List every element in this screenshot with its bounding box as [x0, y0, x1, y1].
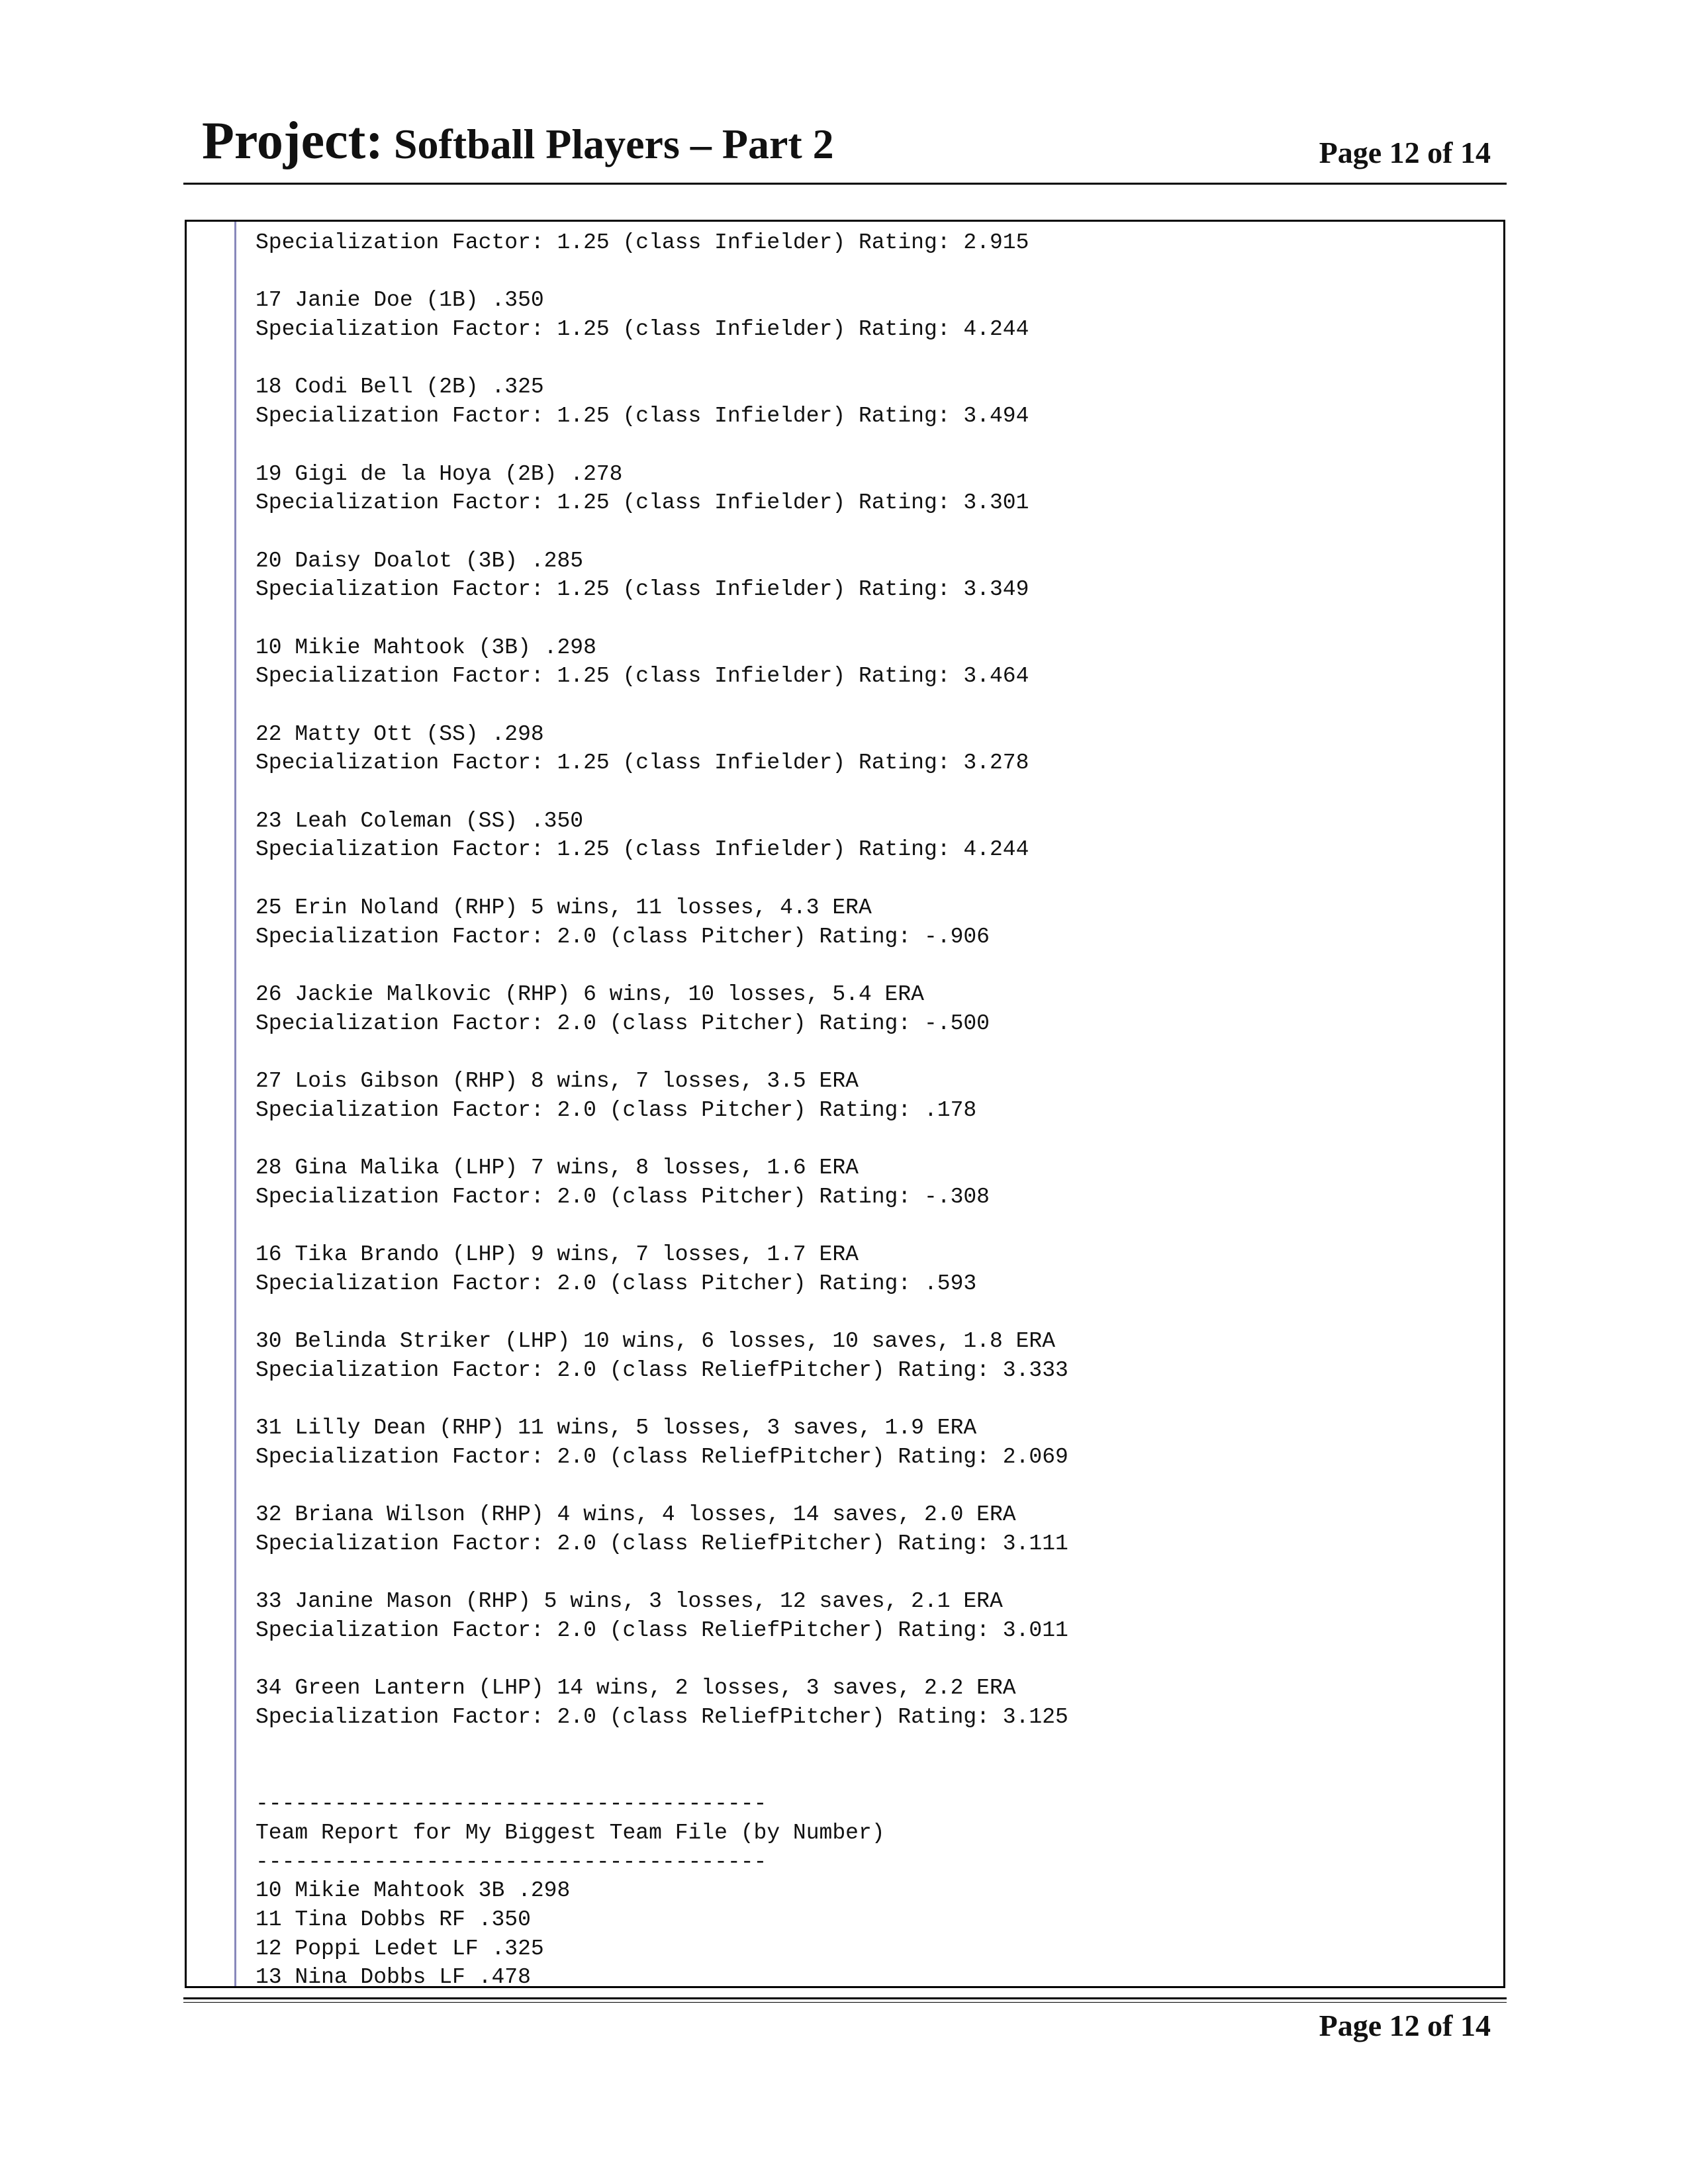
code-line: 32 Briana Wilson (RHP) 4 wins, 4 losses, 14 saves, 2.0 ERA — [256, 1502, 1016, 1527]
code-line — [256, 1645, 1068, 1674]
code-line: 33 Janine Mason (RHP) 5 wins, 3 losses, 12 saves, 2.1 ERA — [256, 1589, 1003, 1614]
code-line: 27 Lois Gibson (RHP) 8 wins, 7 losses, 3.5 ERA — [256, 1068, 859, 1093]
code-line: Specialization Factor: 1.25 (class Infielder) Rating: 3.278 — [256, 751, 1029, 776]
code-line — [256, 1298, 1068, 1327]
code-line — [256, 951, 1068, 980]
code-line: Specialization Factor: 2.0 (class Pitcher) Rating: -.500 — [256, 1011, 990, 1036]
code-line: 30 Belinda Striker (LHP) 10 wins, 6 losses, 10 saves, 1.8 ERA — [256, 1329, 1055, 1354]
code-output — [256, 228, 1068, 1988]
code-line — [256, 1732, 1068, 1761]
code-line: Specialization Factor: 1.25 (class Infielder) Rating: 3.349 — [256, 577, 1029, 602]
code-line — [256, 1211, 1068, 1240]
code-line: 10 Mikie Mahtook 3B .298 — [256, 1878, 571, 1903]
code-line: Specialization Factor: 1.25 (class Infielder) Rating: 2.915 — [256, 230, 1029, 255]
code-line: Specialization Factor: 1.25 (class Infielder) Rating: 4.244 — [256, 317, 1029, 342]
code-line: Specialization Factor: 1.25 (class Infielder) Rating: 4.244 — [256, 837, 1029, 862]
code-line — [256, 778, 1068, 807]
code-line — [256, 691, 1068, 720]
code-line — [256, 1385, 1068, 1414]
code-line — [256, 1760, 1068, 1790]
code-line: --------------------------------------- — [256, 1792, 767, 1817]
code-line — [256, 1124, 1068, 1154]
code-line: 10 Mikie Mahtook (3B) .298 — [256, 635, 596, 660]
code-line — [256, 1559, 1068, 1588]
page-number-top: Page 12 of 14 — [1319, 136, 1491, 169]
code-line: --------------------------------------- — [256, 1849, 767, 1874]
code-line — [256, 1038, 1068, 1067]
page-title — [202, 111, 834, 171]
code-line — [256, 864, 1068, 893]
code-line: 28 Gina Malika (LHP) 7 wins, 8 losses, 1.6 ERA — [256, 1156, 859, 1180]
code-line: 13 Nina Dobbs LF .478 — [256, 1965, 531, 1988]
code-line: Specialization Factor: 2.0 (class Pitcher) Rating: -.308 — [256, 1184, 990, 1209]
code-line: Specialization Factor: 2.0 (class ReliefPitcher) Rating: 2.069 — [256, 1444, 1068, 1469]
code-line: 20 Daisy Doalot (3B) .285 — [256, 548, 584, 573]
code-line: 22 Matty Ott (SS) .298 — [256, 721, 544, 747]
code-line: 17 Janie Doe (1B) .350 — [256, 288, 544, 313]
footer-rule — [183, 1997, 1507, 2003]
code-line — [256, 257, 1068, 287]
gutter-line — [234, 222, 236, 1986]
code-line: 34 Green Lantern (LHP) 14 wins, 2 losses, 3 saves, 2.2 ERA — [256, 1676, 1016, 1701]
code-line: Specialization Factor: 1.25 (class Infielder) Rating: 3.494 — [256, 404, 1029, 429]
code-line — [256, 344, 1068, 373]
code-line — [256, 604, 1068, 633]
code-line: Specialization Factor: 2.0 (class ReliefPitcher) Rating: 3.125 — [256, 1705, 1068, 1730]
code-line: 11 Tina Dobbs RF .350 — [256, 1907, 531, 1932]
code-line — [256, 431, 1068, 460]
code-line: 25 Erin Noland (RHP) 5 wins, 11 losses, 4.3 ERA — [256, 895, 872, 920]
code-line: 16 Tika Brando (LHP) 9 wins, 7 losses, 1.7 ERA — [256, 1242, 859, 1267]
title-lead: Project: — [202, 112, 383, 170]
code-line: 23 Leah Coleman (SS) .350 — [256, 808, 584, 833]
code-line: 19 Gigi de la Hoya (2B) .278 — [256, 461, 623, 486]
code-line: Specialization Factor: 1.25 (class Infielder) Rating: 3.464 — [256, 664, 1029, 689]
code-line: Specialization Factor: 2.0 (class Pitcher) Rating: -.906 — [256, 924, 990, 949]
page-number-bottom: Page 12 of 14 — [1319, 2009, 1491, 2042]
code-line: 18 Codi Bell (2B) .325 — [256, 375, 544, 400]
code-line: Team Report for My Biggest Team File (by Number) — [256, 1820, 885, 1845]
code-line: Specialization Factor: 1.25 (class Infielder) Rating: 3.301 — [256, 490, 1029, 516]
code-line: Specialization Factor: 2.0 (class Pitcher) Rating: .593 — [256, 1271, 977, 1296]
code-line — [256, 518, 1068, 547]
code-line: Specialization Factor: 2.0 (class ReliefPitcher) Rating: 3.111 — [256, 1531, 1068, 1556]
code-line — [256, 1472, 1068, 1501]
title-rest: Softball Players – Part 2 — [383, 120, 834, 167]
code-line: Specialization Factor: 2.0 (class ReliefPitcher) Rating: 3.333 — [256, 1357, 1068, 1383]
code-line: 31 Lilly Dean (RHP) 11 wins, 5 losses, 3 saves, 1.9 ERA — [256, 1416, 977, 1441]
code-output-box — [185, 220, 1505, 1988]
code-line: Specialization Factor: 2.0 (class Pitcher) Rating: .178 — [256, 1097, 977, 1122]
code-line: Specialization Factor: 2.0 (class ReliefPitcher) Rating: 3.011 — [256, 1618, 1068, 1643]
code-line: 26 Jackie Malkovic (RHP) 6 wins, 10 losses, 5.4 ERA — [256, 981, 924, 1007]
code-line: 12 Poppi Ledet LF .325 — [256, 1936, 544, 1961]
header-rule — [183, 183, 1507, 185]
